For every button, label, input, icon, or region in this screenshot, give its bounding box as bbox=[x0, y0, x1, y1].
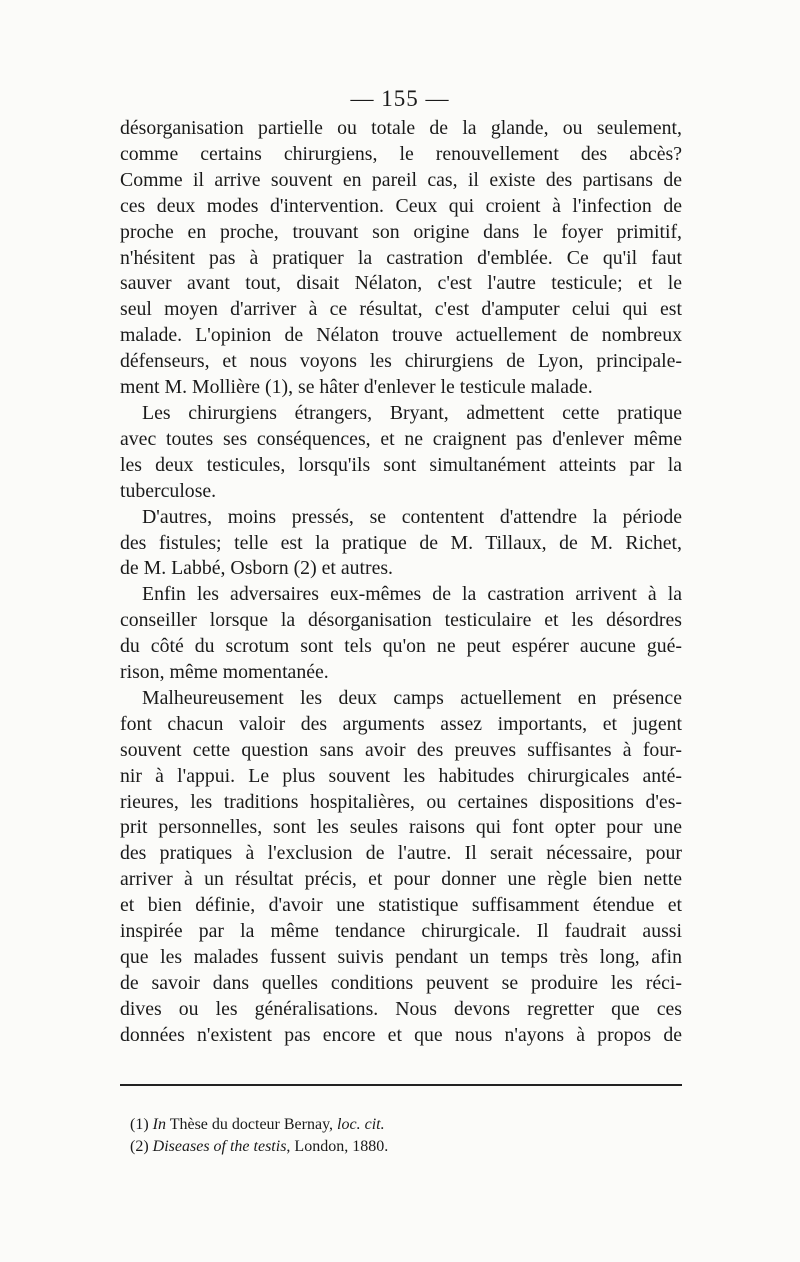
text-line: Comme il arrive souvent en pareil cas, il existe des partisans de bbox=[120, 168, 682, 191]
text-line: sauver avant tout, disait Nélaton, c'est l'autre testicule; et le bbox=[120, 272, 682, 295]
text-line: du côté du scrotum sont tels qu'on ne peut espérer aucune gué- bbox=[120, 635, 682, 658]
footnote-italic-ref: loc. cit. bbox=[337, 1116, 385, 1133]
text-line: proche en proche, trouvant son origine dans le foyer primitif, bbox=[120, 220, 682, 243]
footnote bbox=[130, 1136, 682, 1158]
text-line: malade. L'opinion de Nélaton trouve actuellement de nombreux bbox=[120, 324, 682, 347]
text-line: font chacun valoir des arguments assez importants, et jugent bbox=[120, 712, 682, 735]
text-line: Enfin les adversaires eux-mêmes de la castration arrivent à la bbox=[142, 583, 682, 606]
footnote bbox=[130, 1114, 682, 1136]
text-line: dives ou les généralisations. Nous devons regretter que ces bbox=[120, 997, 682, 1020]
text-line: les deux testicules, lorsqu'ils sont simultanément atteints par la bbox=[120, 453, 682, 476]
text-line: arriver à un résultat précis, et pour donner une règle bien nette bbox=[120, 868, 682, 891]
text-line: de savoir dans quelles conditions peuvent se produire les réci- bbox=[120, 971, 682, 994]
footnote-text: Thèse du docteur Bernay, bbox=[165, 1116, 338, 1133]
footnote-italic-title: Diseases of the testis bbox=[152, 1138, 287, 1155]
page-number: — 155 — bbox=[350, 86, 450, 111]
text-line: inspirée par la même tendance chirurgicale. Il faudrait aussi bbox=[120, 920, 682, 943]
text-line: défenseurs, et nous voyons les chirurgiens de Lyon, principale- bbox=[120, 350, 682, 373]
body-text bbox=[120, 116, 682, 1049]
text-line: Les chirurgiens étrangers, Bryant, admettent cette pratique bbox=[142, 401, 682, 424]
text-line: que les malades fussent suivis pendant un temps très long, afin bbox=[120, 946, 682, 968]
text-line: prit personnelles, sont les seules raisons qui font opter pour une bbox=[120, 816, 682, 839]
footnote-text: , London, 1880. bbox=[286, 1138, 389, 1155]
text-line: Malheureusement les deux camps actuellement en présence bbox=[142, 686, 682, 709]
footnotes bbox=[130, 1114, 682, 1158]
footnote-number: (1) bbox=[130, 1116, 149, 1133]
text-line: des fistules; telle est la pratique de M. Tillaux, de M. Richet, bbox=[120, 531, 682, 554]
text-line: avec toutes ses conséquences, et ne craignent pas d'enlever même bbox=[120, 427, 682, 450]
footnote-italic-title: In bbox=[152, 1116, 166, 1133]
text-line: souvent cette question sans avoir des preuves suffisantes à four- bbox=[120, 738, 682, 761]
text-line: comme certains chirurgiens, le renouvellement des abcès? bbox=[120, 142, 682, 165]
text-line: n'hésitent pas à pratiquer la castration d'emblée. Ce qu'il faut bbox=[120, 246, 682, 269]
text-line: nir à l'appui. Le plus souvent les habitudes chirurgicales anté- bbox=[120, 764, 682, 787]
footnote-separator bbox=[120, 1084, 682, 1086]
text-line: et bien définie, d'avoir une statistique suffisamment étendue et bbox=[120, 894, 682, 917]
text-line: tuberculose. bbox=[120, 479, 217, 502]
text-line: rieures, les traditions hospitalières, ou certaines dispositions d'es- bbox=[120, 790, 682, 813]
text-line: rison, même momentanée. bbox=[120, 661, 329, 684]
text-line: désorganisation partielle ou totale de la glande, ou seulement, bbox=[120, 117, 682, 139]
text-line: seul moyen d'arriver à ce résultat, c'est d'amputer celui qui est bbox=[120, 298, 682, 321]
text-line: de M. Labbé, Osborn (2) et autres. bbox=[120, 557, 394, 580]
text-line: des pratiques à l'exclusion de l'autre. Il serait nécessaire, pour bbox=[120, 842, 682, 865]
text-line: ces deux modes d'intervention. Ceux qui croient à l'infection de bbox=[120, 194, 682, 217]
text-line: données n'existent pas encore et que nous n'ayons à propos de bbox=[120, 1023, 682, 1046]
footnote-number: (2) bbox=[130, 1138, 149, 1155]
text-line: ment M. Mollière (1), se hâter d'enlever le testicule malade. bbox=[120, 376, 593, 399]
text-line: conseiller lorsque la désorganisation testiculaire et les désordres bbox=[120, 609, 682, 632]
text-line: D'autres, moins pressés, se contentent d'attendre la période bbox=[142, 505, 682, 528]
